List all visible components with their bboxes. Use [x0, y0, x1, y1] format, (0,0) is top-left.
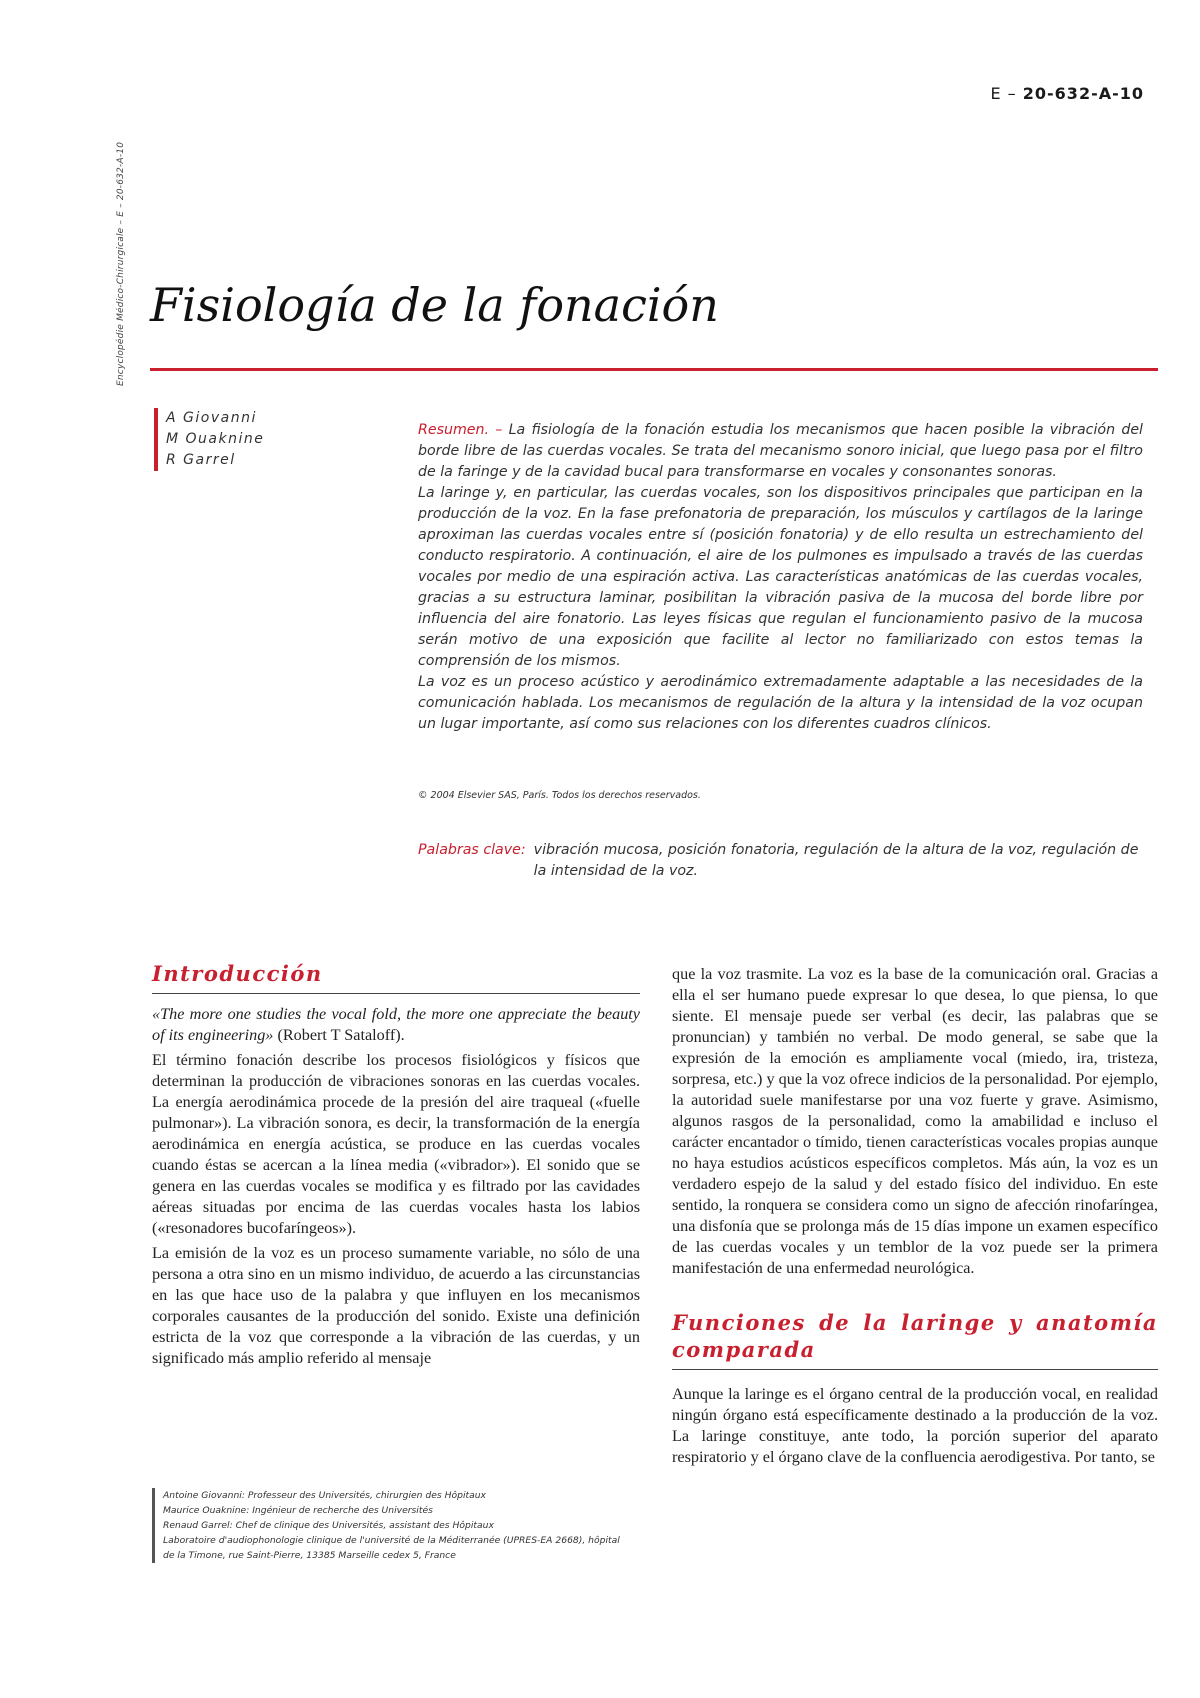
abstract — [418, 420, 1143, 735]
left-column — [152, 960, 640, 1373]
article-title: Fisiología de la fonación — [150, 278, 719, 332]
epigraph — [152, 1004, 640, 1046]
epigraph-quote: «The more one studies the vocal fold, the more one appreciate the beauty of its engineering» — [152, 1005, 640, 1044]
body-paragraph: El término fonación describe los procesos fisiológicos y físicos que determinan la producción de vibraciones sonoras en las cuerdas vocales. La energía aerodinámica procede de la presión del aire traqueal («fuelle pulmonar»). La vibración sonora, es decir, la transformación de la energía aerodinámica en energía acústica, se produce en las cuerdas vocales cuando éstas se acercan a la línea media («vibrador»). El sonido que se genera en las cuerdas vocales se modifica y es filtrado por las cavidades aéreas situadas por encima de las cuerdas vocales hasta los labios («resonadores bucofaríngeos»). — [152, 1051, 640, 1237]
epigraph-author: (Robert T Sataloff). — [273, 1026, 405, 1044]
author-affiliations — [152, 1488, 651, 1563]
body-paragraph: La emisión de la voz es un proceso sumamente variable, no sólo de una persona a otra sino en un mismo individuo, de acuerdo a las circunstancias en las que hace uso de la palabra y que influyen en los mecanismos corporales causantes de la producción del sonido. Existe una definición estricta de la voz que corresponde a la vibración de las cuerdas, y un significado más amplio referido al mensaje — [152, 1244, 640, 1367]
section-heading-introduccion: Introducción — [152, 961, 323, 986]
body-paragraph: Aunque la laringe es el órgano central de la producción vocal, en realidad ningún órgano está específicamente destinado a la producción de la voz. La laringe constituye, ante todo, la porción superior del aparato respiratorio y el órgano clave de la confluencia aerodigestiva. Por tanto, se — [672, 1385, 1158, 1466]
right-column — [672, 964, 1158, 1472]
author-name: M Ouaknine — [166, 431, 265, 447]
keywords-text: vibración mucosa, posición fonatoria, regulación de la altura de la voz, regulación de la intensidad de la voz. — [533, 842, 1139, 879]
affiliation-line: Laboratoire d'audiophonologie clinique de l'université de la Méditerranée (UPRES-EA 2668), hôpital — [163, 1535, 620, 1546]
author-name: A Giovanni — [166, 410, 257, 426]
abstract-paragraph: La voz es un proceso acústico y aerodinámico extremadamente adaptable a las necesidades de la comunicación hablada. Los mecanismos de regulación de la altura y la intensidad de la voz ocupan un lugar importante, así como sus relaciones con los diferentes cuadros clínicos. — [418, 674, 1143, 732]
doc-ref-prefix: E – — [990, 84, 1017, 103]
affiliation-line: Antoine Giovanni: Professeur des Universités, chirurgien des Hôpitaux — [163, 1490, 486, 1501]
copyright-notice: © 2004 Elsevier SAS, París. Todos los derechos reservados. — [418, 790, 701, 801]
title-rule — [150, 368, 1158, 371]
abstract-paragraph: La laringe y, en particular, las cuerdas vocales, son los dispositivos principales que participan en la producción de la voz. En la fase prefonatoria de preparación, los músculos y cartílagos de la laringe aproximan las cuerdas vocales entre sí (posición fonatoria) y de ello resulta un estrechamiento del conducto respiratorio. A continuación, el aire de los pulmones es impulsado a través de las cuerdas vocales por medio de una espiración activa. Las características anatómicas de las cuerdas vocales, gracias a su estructura laminar, posibilitan la vibración pasiva de la mucosa del borde libre por influencia del aire fonatorio. Las leyes físicas que regulan el funcionamiento pasivo de la mucosa serán motivo de una exposición que facilite al lector no familiarizado con estos temas la comprensión de los mismos. — [418, 485, 1143, 669]
author-name: R Garrel — [166, 452, 236, 468]
section-heading-funciones: Funciones de la laringe y anatomía comparada — [672, 1310, 1158, 1362]
document-reference — [990, 84, 1144, 103]
heading-rule — [672, 1369, 1158, 1370]
heading-rule — [152, 993, 640, 994]
keywords-label: Palabras clave: — [418, 842, 526, 858]
author-list — [154, 408, 264, 471]
affiliation-line: Renaud Garrel: Chef de clinique des Universités, assistant des Hôpitaux — [163, 1520, 494, 1531]
body-paragraph: que la voz trasmite. La voz es la base de la comunicación oral. Gracias a ella el ser humano puede expresar lo que desea, lo que piensa, lo que siente. El mensaje puede ser verbal (es decir, las palabras que se pronuncian) y también no verbal. De modo general, se sabe que la expresión de la emoción es ampliamente vocal (miedo, ira, tristeza, sorpresa, etc.) y que la voz ofrece indicios de la personalidad. Por ejemplo, la autoridad suele manifestarse por una voz fuerte y grave. Asimismo, algunos rasgos de la personalidad, como la amabilidad e incluso el carácter encantador o tímido, tienen características vocales propias aunque no haya estudios acústicos específicos completos. Más aún, la voz es un verdadero espejo de la salud y del estado físico del individuo. En este sentido, la ronquera se considera como un signo de afección rinofaríngea, una disfonía que se prolonga más de 15 días impone un examen específico de las cuerdas vocales y un temblor de la voz puede ser la primera manifestación de una enfermedad neurológica. — [672, 965, 1158, 1277]
affiliation-line: Maurice Ouaknine: Ingénieur de recherche des Universités — [163, 1505, 433, 1516]
doc-ref-code: 20-632-A-10 — [1022, 84, 1144, 103]
abstract-label: Resumen. – — [418, 422, 503, 438]
keywords — [418, 840, 1143, 882]
abstract-paragraph — [418, 420, 1143, 483]
journal-side-label: Encyclopédie Médico-Chirurgicale – E – 20-632-A-10 — [116, 141, 126, 386]
abstract-text: La fisiología de la fonación estudia los mecanismos que hacen posible la vibración del borde libre de las cuerdas vocales. Se trata del mecanismo sonoro inicial, que luego pasa por el filtro de la faringe y de la cavidad bucal para transformarse en vocales y consonantes sonoras. — [418, 422, 1143, 480]
affiliation-line: de la Timone, rue Saint-Pierre, 13385 Marseille cedex 5, France — [163, 1550, 456, 1561]
